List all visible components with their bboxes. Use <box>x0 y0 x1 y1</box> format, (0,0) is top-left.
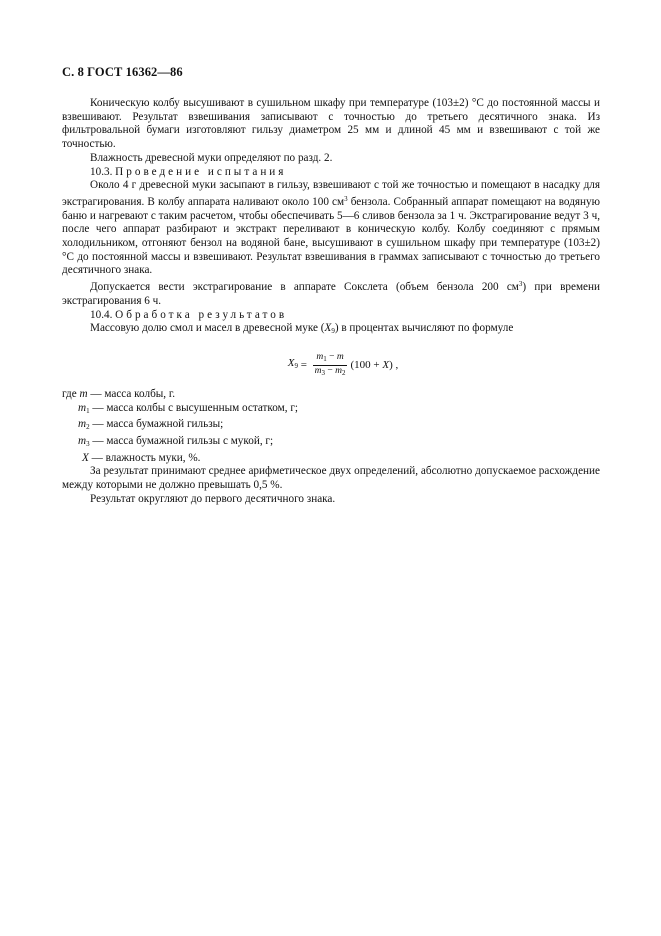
definition-x <box>62 452 600 466</box>
paragraph-flask-drying: Коническую колбу высушивают в сушильном шкафу при температуре (103±2) °С до постоянной массы и взвешивают. Результат взвешивания записывают с точностью до третьего десятичного знака. Из фильтровальной бумаги изготовляют гильзу диаметром 25 мм и длиной 45 мм и взвешивают с той же точностью. <box>62 97 600 151</box>
subscript: 9 <box>331 327 335 336</box>
variable: m <box>314 365 322 376</box>
operator: − <box>325 365 336 376</box>
definition-m3 <box>62 435 600 452</box>
superscript: 3 <box>518 280 523 289</box>
definition-m <box>62 388 600 402</box>
subscript: 3 <box>86 440 90 449</box>
operator: − <box>326 351 337 362</box>
variable: X <box>287 357 295 370</box>
variable: X <box>82 451 89 464</box>
text-run: , <box>392 358 399 371</box>
variable: m <box>335 365 343 376</box>
text-run: ) в процентах вычисляют по формуле <box>334 322 514 335</box>
text-run: (100 + <box>350 358 383 371</box>
section-10-3-heading <box>62 166 600 180</box>
subscript: 1 <box>86 406 90 415</box>
variable-definitions <box>62 388 600 466</box>
document-body <box>62 97 600 507</box>
paragraph-soxhlet <box>62 278 600 308</box>
formula-tail <box>351 359 399 373</box>
superscript: 3 <box>344 194 348 203</box>
text-run: — масса бумажной гильзы с мукой, г; <box>89 435 274 448</box>
subscript: 3 <box>321 368 326 377</box>
formula-lhs <box>288 357 298 374</box>
fraction <box>312 352 349 379</box>
variable: X <box>324 322 332 335</box>
definition-m2 <box>62 418 600 435</box>
variable: m <box>78 401 87 414</box>
formula <box>86 352 600 379</box>
subscript: 1 <box>323 354 327 363</box>
variable: m <box>78 435 87 448</box>
page-header: С. 8 ГОСТ 16362—86 <box>62 65 183 79</box>
subscript: 2 <box>342 368 346 377</box>
paragraph-extraction <box>62 179 600 278</box>
text-run: где <box>62 387 80 400</box>
section-title: Обработка результатов <box>115 308 288 321</box>
variable: m <box>78 418 87 431</box>
text-run: ) при времени экстрагирования 6 ч. <box>62 281 600 307</box>
section-title: Проведение испытания <box>115 165 287 178</box>
fraction-numerator <box>313 352 346 366</box>
section-10-4-heading <box>62 309 600 323</box>
variable: m <box>336 351 344 362</box>
text-run: — масса бумажной гильзы; <box>89 418 224 431</box>
fraction-denominator <box>312 366 349 379</box>
definition-m1 <box>62 402 600 419</box>
variable: m <box>316 351 324 362</box>
text-run: — влажность муки, %. <box>88 451 201 464</box>
text-run: бензола. Собранный аппарат помещают на водяную баню и нагревают с таким расчетом, чтобы обеспечивать 5—6 сливов бензола за 1 ч. Экстрагирование ведут 3 ч, после чего аппарат разбирают и экстракт переливают в коническую колбу. Колбу соединяют с прямым холодильником, отгоняют бензол на водяной бане, высушивают в сушильном шкафу при температуре (103±2) °С до постоянной массы и взвешивают. Результат взвешивания в граммах записывают с точностью до третьего десятичного знака. <box>62 195 600 277</box>
subscript: 9 <box>294 362 298 371</box>
equals-sign: = <box>297 358 310 371</box>
variable: m <box>79 387 88 400</box>
text-run: — масса колбы, г. <box>87 387 175 400</box>
variable: X <box>382 358 390 371</box>
paragraph-result-rounding: Результат округляют до первого десятичного знака. <box>90 492 336 505</box>
paragraph-formula-intro <box>62 322 600 339</box>
text-run: Допускается вести экстрагирование в аппарате Сокслета (объем бензола 200 см <box>90 281 519 294</box>
text-run: Массовую долю смол и масел в древесной муке ( <box>90 322 325 335</box>
text-run: — масса колбы с высушенным остатком, г; <box>89 401 299 414</box>
subscript: 2 <box>86 423 90 432</box>
text-run: Около 4 г древесной муки засыпают в гильзу, взвешивают с той же точностью и помещают в насадку для экстрагирования. В колбу аппарата наливают около 100 см <box>62 179 600 208</box>
section-number: 10.4. <box>90 308 113 321</box>
paragraph-moisture: Влажность древесной муки определяют по разд. 2. <box>90 151 333 164</box>
paragraph-result-average: За результат принимают среднее арифметическое двух определений, абсолютно допускаемое расхождение между которыми не должно превышать 0,5 %. <box>62 465 600 492</box>
text-run: ) <box>389 358 393 371</box>
section-number: 10.3. <box>90 165 113 178</box>
